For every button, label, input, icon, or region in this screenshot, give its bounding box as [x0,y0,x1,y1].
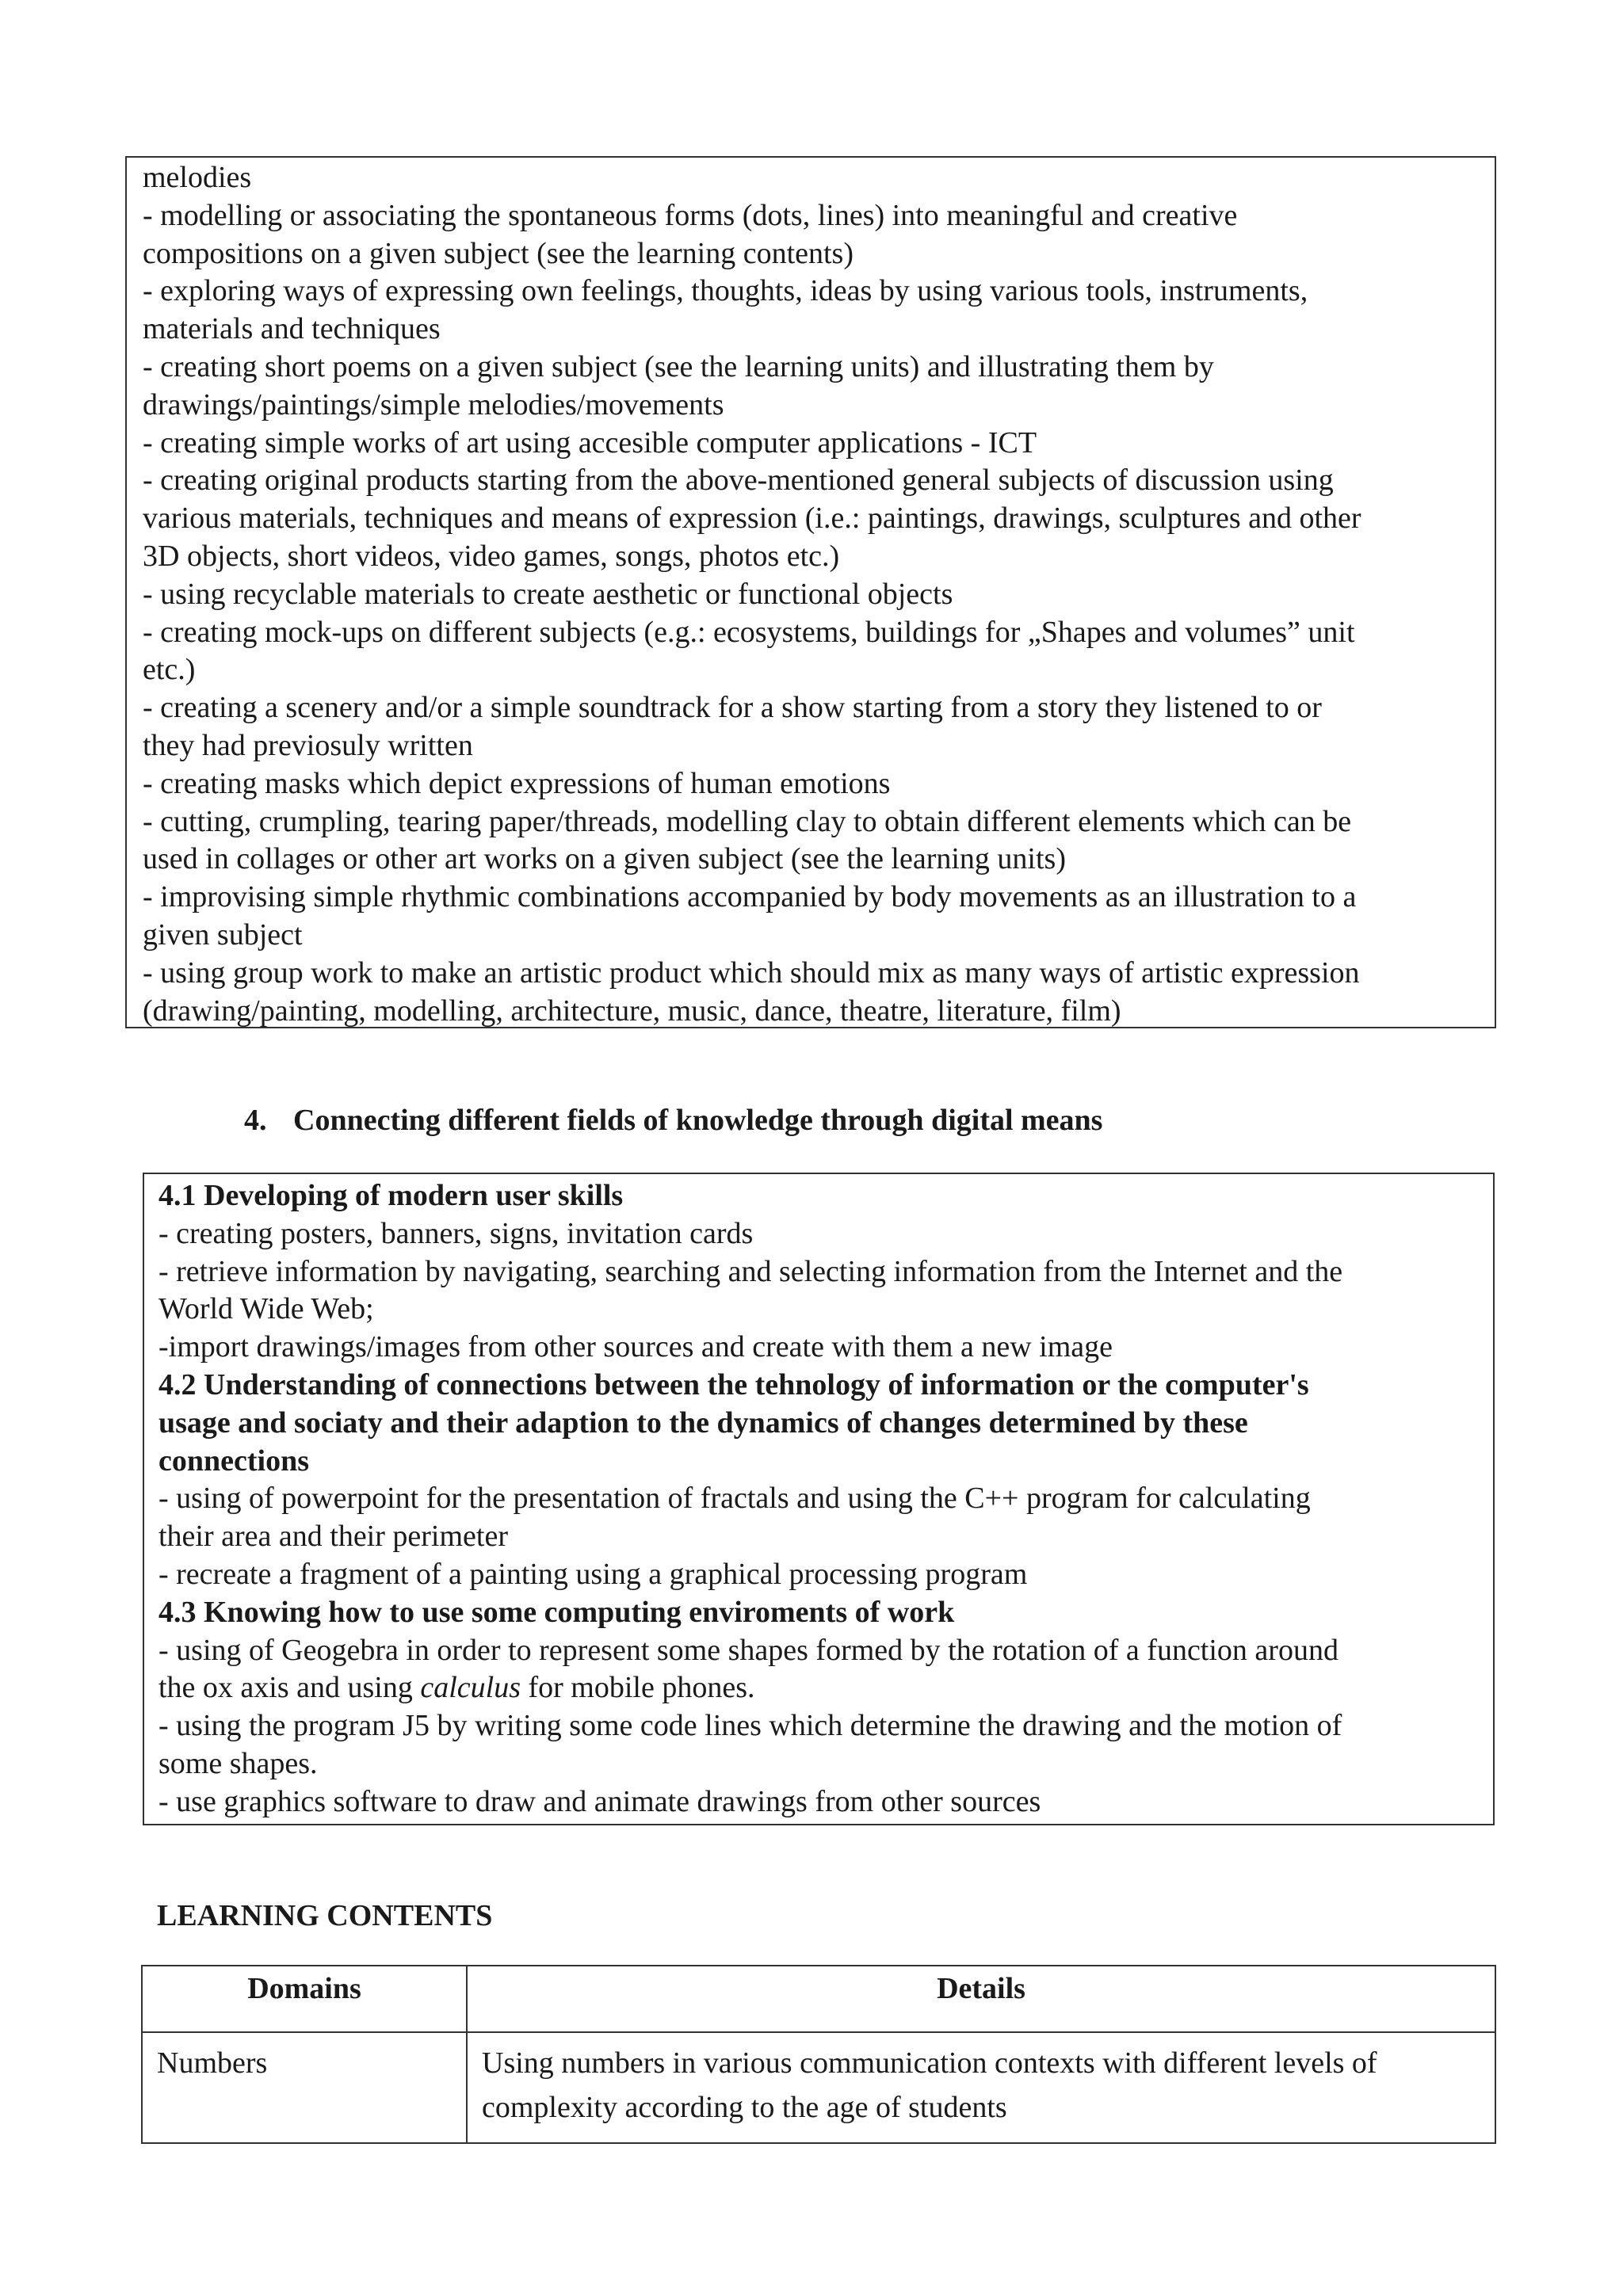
text-line: - recreate a fragment of a painting using a graphical processing program [158,1557,1028,1591]
text-line: - creating original products starting from the above-mentioned general subjects of discussion using [143,463,1334,498]
text-line: various materials, techniques and means of expression (i.e.: paintings, drawings, sculptures and other [143,502,1361,536]
details-line: Using numbers in various communication contexts with different levels of [482,2046,1377,2080]
text-line: - creating simple works of art using accesible computer applications - ICT [143,425,1037,460]
text-line: - use graphics software to draw and animate drawings from other sources [158,1784,1041,1818]
text-line: they had previosuly written [143,728,473,762]
text-line: their area and their perimeter [158,1520,508,1554]
text-line: - cutting, crumpling, tearing paper/threads, modelling clay to obtain different elements which can be [143,804,1352,838]
text-line: some shapes. [158,1746,318,1780]
activities-box [125,156,1496,1028]
text-line: - using of powerpoint for the presentation of fractals and using the C++ program for calculating [158,1482,1311,1516]
text-line [158,1669,1479,1707]
text-line: - retrieve information by navigating, searching and selecting information from the Internet and the [158,1254,1343,1288]
text-line: World Wide Web; [158,1292,374,1326]
text-line: etc.) [143,653,196,687]
text-line: drawings/paintings/simple melodies/movements [143,387,724,421]
text-line: -import drawings/images from other sources and create with them a new image [158,1330,1113,1364]
text-line: - creating masks which depict expressions of human emotions [143,766,891,800]
section-title: Connecting different fields of knowledge through digital means [293,1104,1103,1137]
italic-text: calculus [420,1671,521,1705]
text-line: compositions on a given subject (see the learning contents) [143,236,854,270]
text-span: for mobile phones. [521,1671,755,1705]
text-line: materials and techniques [143,312,441,346]
column-header-details: Details [467,1966,1495,2032]
text-line: melodies [143,161,252,194]
text-line: - using of Geogebra in order to represent some shapes formed by the rotation of a function around [158,1633,1338,1667]
text-line: - creating a scenery and/or a simple soundtrack for a show starting from a story they listened to or [143,691,1322,725]
details-line: complexity according to the age of students [482,2091,1007,2124]
text-line: 3D objects, short videos, video games, songs, photos etc.) [143,539,840,573]
subheading-4-3: 4.3 Knowing how to use some computing enviroments of work [158,1595,955,1629]
table-row [142,2032,1495,2143]
learning-contents-heading: LEARNING CONTENTS [157,1899,493,1932]
text-line: - improvising simple rhythmic combinations accompanied by body movements as an illustration to a [143,880,1357,914]
subheading-4-2-cont: connections [158,1444,309,1478]
details-cell [467,2032,1495,2143]
text-line: - creating mock-ups on different subjects (e.g.: ecosystems, buildings for „Shapes and volumes” unit [143,615,1355,649]
text-line: - using recyclable materials to create aesthetic or functional objects [143,577,953,611]
section-4-heading [244,1101,1102,1139]
text-line: - using the program J5 by writing some code lines which determine the drawing and the motion of [158,1709,1342,1743]
subheading-4-2: 4.2 Understanding of connections between the tehnology of information or the computer's [158,1367,1309,1402]
domain-cell: Numbers [142,2032,467,2143]
subheading-4-2-cont: usage and sociaty and their adaption to the dynamics of changes determined by these [158,1405,1248,1440]
table-header-row [142,1966,1495,2032]
text-line: - modelling or associating the spontaneous forms (dots, lines) into meaningful and creative [143,198,1238,232]
text-line: - creating posters, banners, signs, invitation cards [158,1216,754,1250]
text-line: - creating short poems on a given subject (see the learning units) and illustrating them by [143,349,1214,383]
learning-contents-table [141,1965,1496,2144]
column-header-domains: Domains [142,1966,467,2032]
text-span: the ox axis and using [158,1671,421,1705]
section-number: 4. [244,1104,267,1137]
subheading-4-1: 4.1 Developing of modern user skills [158,1179,624,1212]
text-line: - using group work to make an artistic product which should mix as many ways of artistic expression [143,955,1360,990]
text-line: - exploring ways of expressing own feelings, thoughts, ideas by using various tools, instruments, [143,274,1308,308]
text-line: used in collages or other art works on a given subject (see the learning units) [143,842,1066,876]
digital-skills-box [143,1173,1495,1825]
text-line: (drawing/painting, modelling, architecture, music, dance, theatre, literature, film) [143,994,1121,1028]
text-line: given subject [143,917,303,952]
